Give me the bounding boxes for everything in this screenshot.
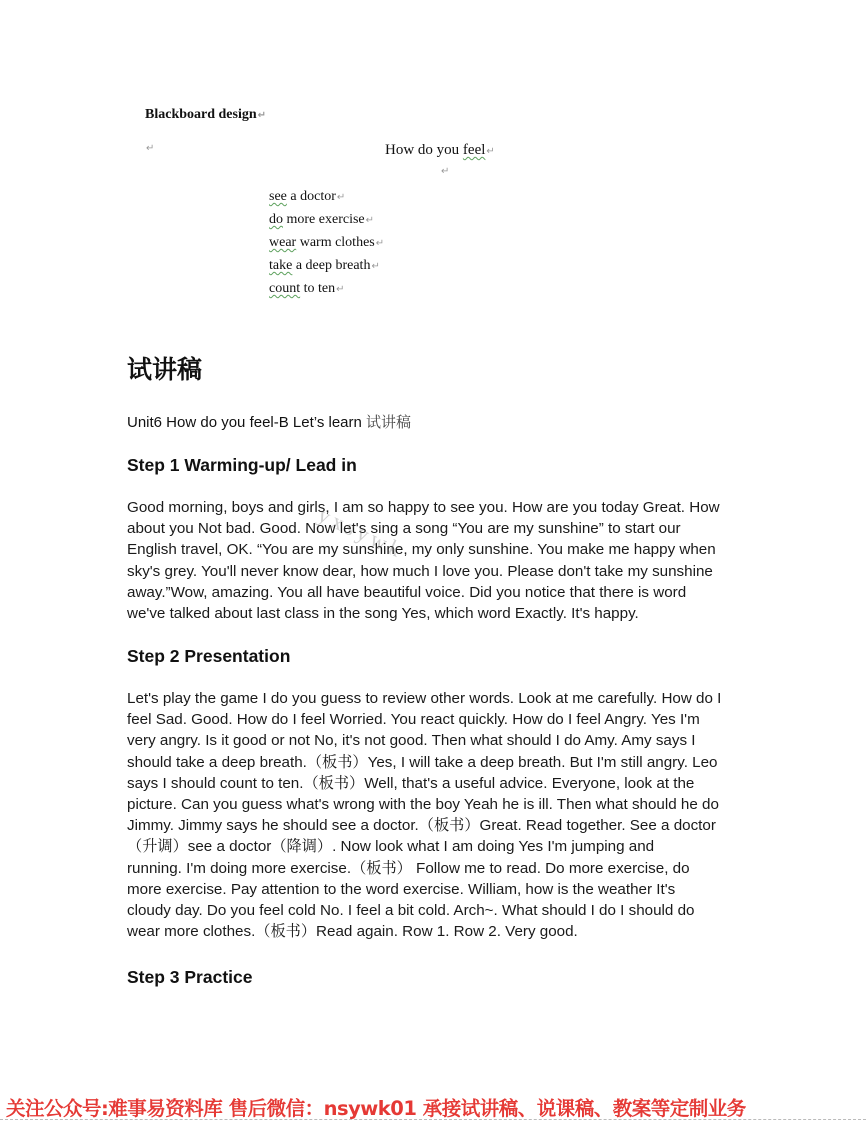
paragraph-mark-icon: ↵ [441, 166, 450, 177]
blackboard-title: Blackboard design↵ [145, 107, 267, 122]
paragraph-mark-icon: ↵ [336, 284, 345, 295]
paragraph-mark-icon: ↵ [336, 192, 346, 203]
blackboard-list [269, 186, 384, 301]
step-1-heading: Step 1 Warming-up/ Lead in [127, 455, 357, 475]
script-subtitle: Unit6 How do you feel-B Let’s learn 试讲稿 [127, 414, 412, 431]
footer-banner [0, 1093, 866, 1122]
blackboard-item: see a doctor↵ [269, 189, 346, 204]
blackboard-item: take a deep breath↵ [269, 258, 380, 273]
step-2-heading: Step 2 Presentation [127, 646, 291, 666]
step-3-heading: Step 3 Practice [127, 967, 253, 987]
step-1-paragraph: Good morning, boys and girls, I am so happy to see you. How are you today Great. How about you Not bad. Good. Now let's sing a song “You are my sunshine” to start our English travel, OK. “You are my sunshine, my only sunshine. You make me happy when sky's grey. You'll never know dear, how much I love you. Please don't take my sunshine away.”Wow, amazing. You all have beautiful voice. Did you notice that there is word we've talked about last class in the song Yes, which word Exactly. It's happy. [127, 499, 720, 623]
footer-divider [0, 1119, 866, 1120]
heading-text-a: How do you [385, 142, 463, 158]
heading-text-feel: feel [462, 142, 486, 158]
blackboard-item: count to ten↵ [269, 281, 345, 296]
paragraph-mark-icon: ↵ [375, 238, 385, 249]
paragraph-mark-icon: ↵ [371, 261, 380, 272]
watermark: yxsywk [314, 501, 409, 564]
paragraph-mark-icon: ↵ [365, 215, 375, 226]
blackboard-heading [385, 142, 495, 159]
paragraph-mark-icon: ↵ [146, 143, 155, 154]
step-2-paragraph: Let's play the game I do you guess to review other words. Look at me carefully. How do I feel Sad. Good. How do I feel Worried. You react quickly. How do I feel Angry. Yes I'm very angry. Is it good or not No, it's not good. Then what should I do Amy. Amy says I should take a deep breath.（板书）Yes, I will take a deep breath. But I'm still angry. Leo says I should count to ten.（板书）Well, that's a useful advice. Everyone, look at the picture. Can you guess what's wrong with the boy Yeah he is ill. Then what should he do Jimmy. Jimmy says he should see a doctor.（板书）Great. Read together. See a doctor （升调）see a doctor（降调）. Now look what I am doing Yes I'm jumping and running. I'm doing more exercise.（板书） Follow me to read. Do more exercise, do more exercise. Pay attention to the word exercise. William, how is the weather It's cloudy day. Do you feel cold No. I feel a bit cold. Arch~. What should I do I should do wear more clothes.（板书）Read again. Row 1. Row 2. Very good. [127, 690, 722, 941]
blackboard-item: do more exercise↵ [269, 212, 375, 227]
blackboard-item: wear warm clothes↵ [269, 235, 385, 250]
script-title: 试讲稿 [127, 355, 203, 384]
paragraph-mark-icon: ↵ [486, 146, 495, 157]
footer-text: 关注公众号:难事易资料库 售后微信：nsywk01 承接试讲稿、说课稿、教案等定制业务 [6, 1097, 746, 1120]
paragraph-mark-icon: ↵ [257, 110, 267, 121]
